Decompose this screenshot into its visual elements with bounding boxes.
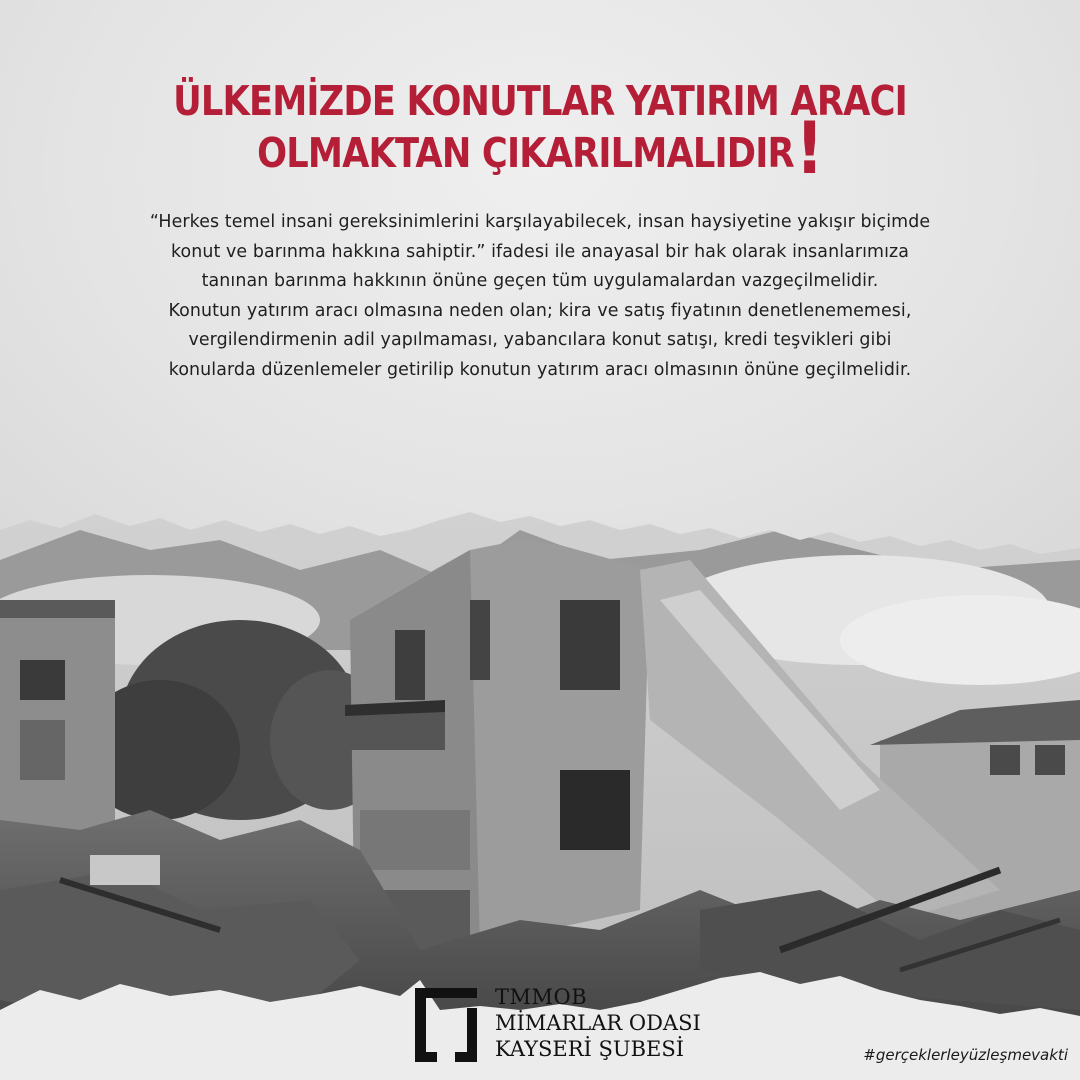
body-line: konut ve barınma hakkına sahiptir.” ifadesi ile anayasal bir hak olarak insanlarımıza <box>170 241 910 262</box>
headline-line-2 <box>76 106 1005 191</box>
logo-line-kayseri-subesi: KAYSERİ ŞUBESİ <box>495 1037 685 1061</box>
exclamation-mark: ! <box>795 106 823 191</box>
headline-line-2-text: OLMAKTAN ÇIKARILMALIDIR <box>257 129 794 178</box>
body-paragraph <box>90 208 990 385</box>
body-line: tanınan barınma hakkının önüne geçen tüm uygulamalardan vazgeçilmelidir. <box>201 271 879 291</box>
logo-text <box>495 984 701 1062</box>
body-line: Konutun yatırım aracı olmasına neden olan; kira ve satış fiyatının denetlenememesi, <box>168 300 912 321</box>
tmmob-logo <box>415 984 715 1064</box>
headline-line-1: ÜLKEMİZDE KONUTLAR YATIRIM ARACI <box>173 77 907 126</box>
logo-line-tmmob: TMMOB <box>495 985 588 1009</box>
body-line: konularda düzenlemeler getirilip konutun yatırım aracı olmasının önüne geçilmelidir. <box>168 359 912 380</box>
bracket-logo-icon <box>415 988 477 1062</box>
body-line: vergilendirmenin adil yapılmaması, yabancılara konut satışı, kredi teşvikleri gibi <box>188 330 892 350</box>
logo-line-mimarlar-odasi: MİMARLAR ODASI <box>495 1011 701 1035</box>
body-line: “Herkes temel insani gereksinimlerini karşılayabilecek, insan haysiyetine yakışır biçimde <box>149 212 931 232</box>
hashtag: #gerçeklerleyüzleşmevakti <box>863 1046 1068 1064</box>
headline <box>76 75 1005 191</box>
